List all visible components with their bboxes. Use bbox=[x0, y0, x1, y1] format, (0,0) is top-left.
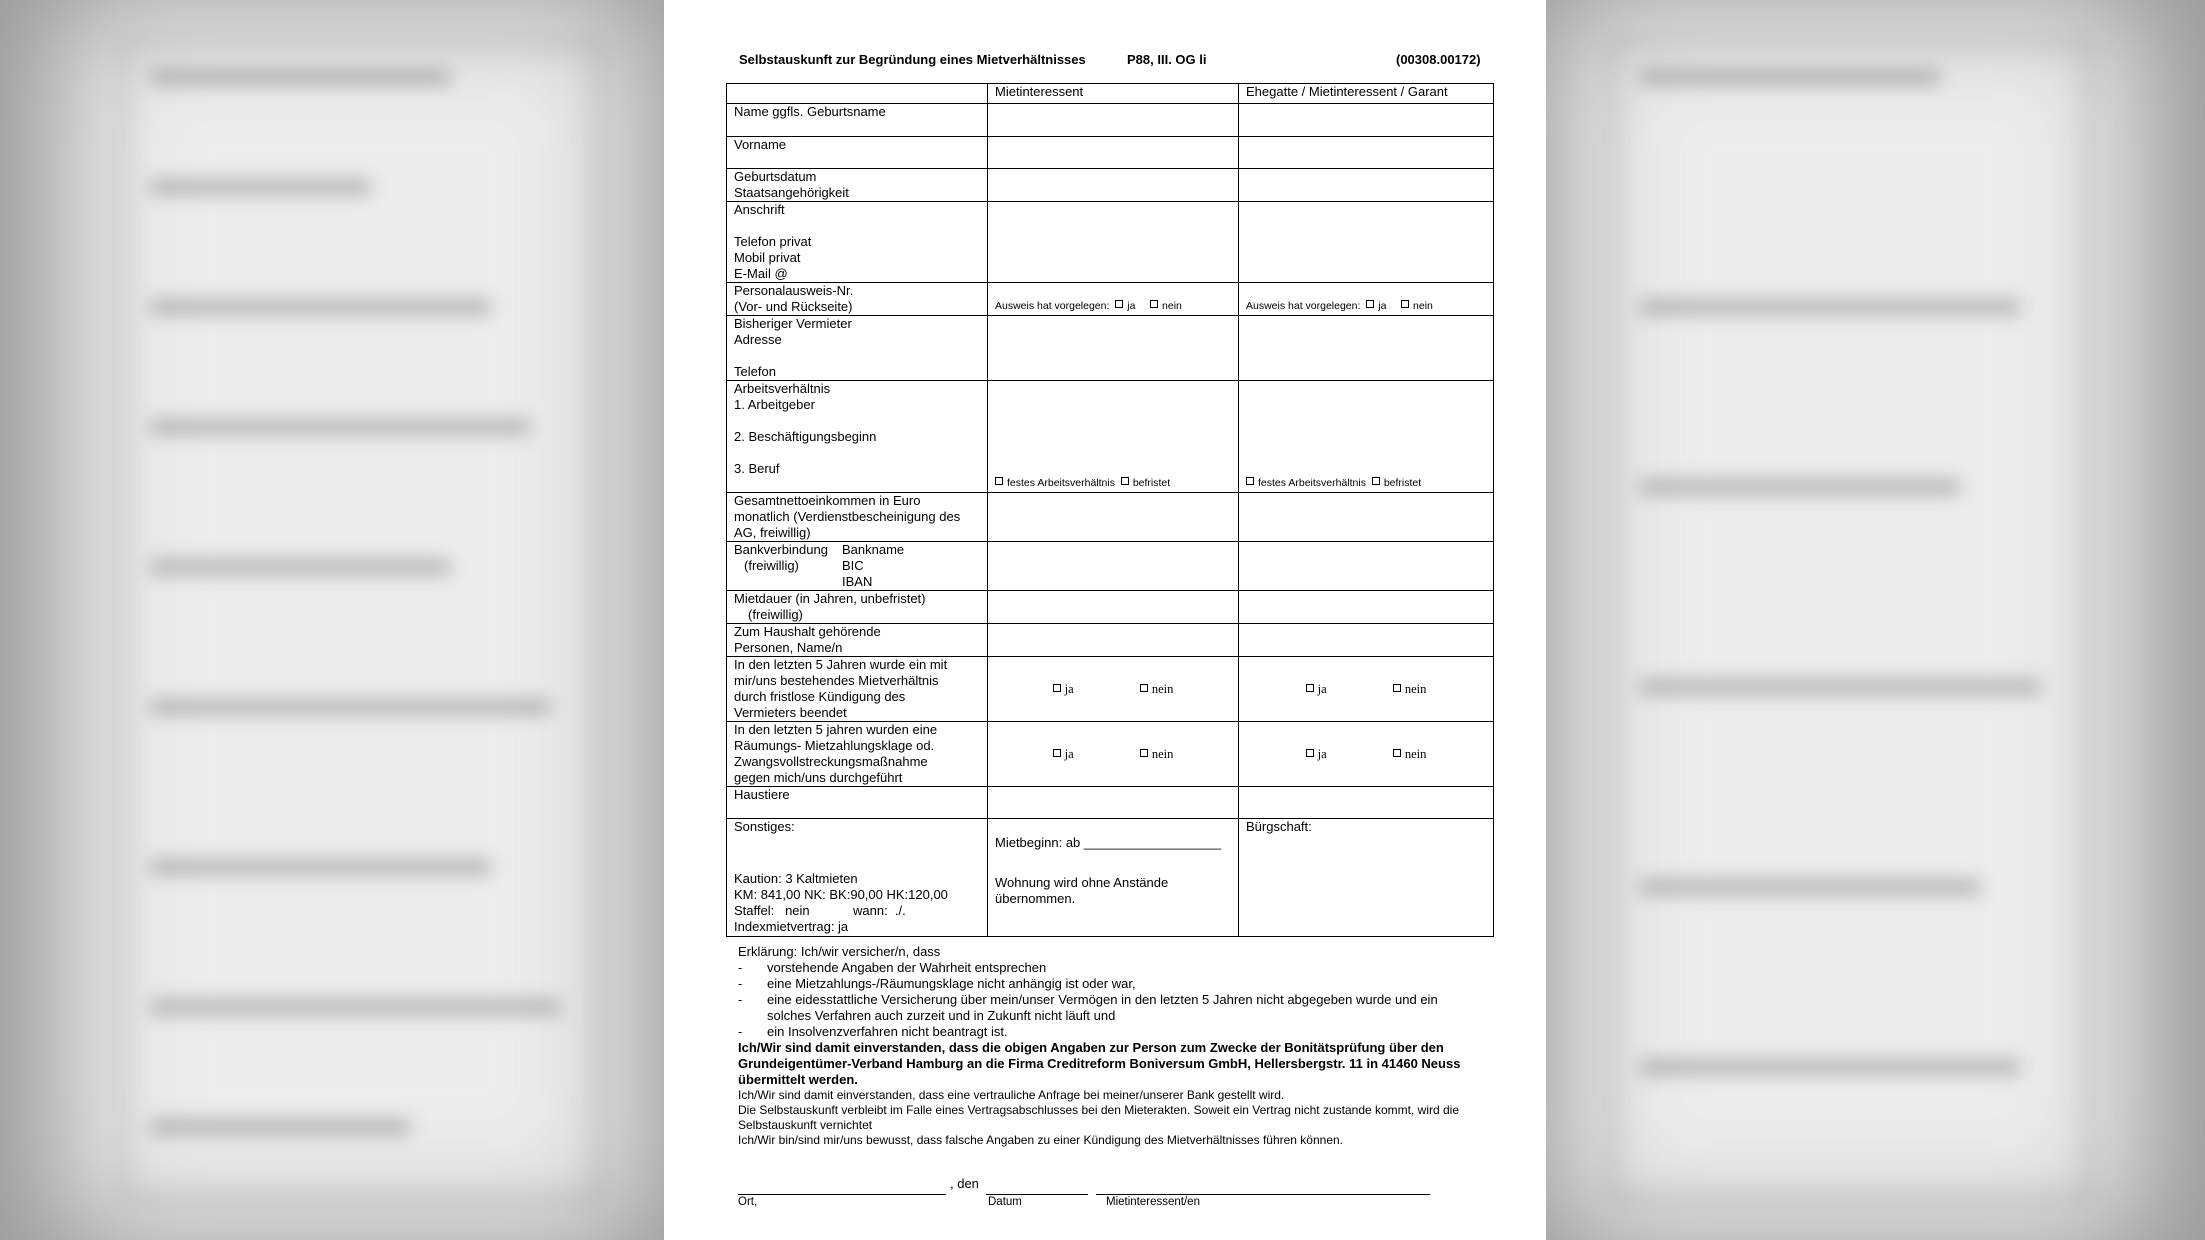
retention-note: Die Selbstauskunft verbleibt im Falle eines Vertragsabschlusses bei den Mieterakten. Soweit ein Vertrag nicht zustande kommt, wird die Selbstauskunft vernichtet bbox=[738, 1103, 1460, 1132]
kuendigung-check-1 bbox=[988, 657, 1239, 722]
label-line: Mobil privat bbox=[734, 250, 801, 265]
label-line: (freiwillig) bbox=[744, 558, 799, 573]
ausweis-label: Ausweis hat vorgelegen: bbox=[1246, 300, 1361, 312]
label-line: Vermieters beendet bbox=[734, 705, 847, 720]
table-row bbox=[727, 169, 1494, 202]
sonstiges-line: Indexmietvertrag: ja bbox=[734, 919, 849, 934]
label-line: monatlich (Verdienstbescheinigung des bbox=[734, 509, 961, 524]
header-cell-empty bbox=[727, 84, 988, 104]
label-line: Mietdauer (in Jahren, unbefristet) bbox=[734, 591, 926, 606]
ausweis-label: Ausweis hat vorgelegen: bbox=[995, 300, 1110, 312]
row-label-kuendigung bbox=[727, 657, 988, 722]
consent-bank: Ich/Wir sind damit einverstanden, dass eine vertrauliche Anfrage bei meiner/unserer Bank gestellt wird. bbox=[738, 1088, 1285, 1102]
label-line: Gesamtnettoeinkommen in Euro bbox=[734, 493, 921, 508]
form-number: (00308.00172) bbox=[1396, 52, 1481, 67]
label-line: Räumungs- Mietzahlungsklage od. bbox=[734, 738, 935, 753]
label-line: (freiwillig) bbox=[748, 607, 803, 622]
declaration bbox=[738, 944, 1478, 1148]
label-line: mir/uns bestehendes Mietverhältnis bbox=[734, 673, 939, 688]
label-line: Anschrift bbox=[734, 202, 785, 217]
option-befristet: befristet bbox=[1383, 477, 1422, 489]
label-line: durch fristlose Kündigung des bbox=[734, 689, 906, 704]
option-nein: nein bbox=[1162, 300, 1182, 312]
checkbox-ja[interactable] bbox=[1053, 749, 1061, 757]
row-label-name: Name ggfls. Geburtsname bbox=[727, 104, 988, 137]
option-nein: nein bbox=[1404, 682, 1427, 696]
checkbox-fest[interactable] bbox=[1246, 477, 1254, 485]
sonstiges-line: Kaution: 3 Kaltmieten bbox=[734, 871, 858, 886]
checkbox-ja[interactable] bbox=[1306, 684, 1314, 692]
label-bankname: Bankname bbox=[842, 542, 905, 557]
table-row bbox=[727, 316, 1494, 381]
checkbox-befristet[interactable] bbox=[1372, 477, 1380, 485]
wohnung-line: Wohnung wird ohne Anstände bbox=[995, 875, 1169, 890]
label-line: In den letzten 5 Jahren wurde ein mit bbox=[734, 657, 948, 672]
label-line: gegen mich/uns durchgeführt bbox=[734, 770, 903, 785]
label-line: Telefon bbox=[734, 364, 776, 379]
option-fest: festes Arbeitsverhältnis bbox=[1007, 477, 1115, 489]
input-einkommen-1[interactable] bbox=[988, 493, 1239, 542]
ausweis-check-1 bbox=[988, 283, 1239, 316]
object-ref: P88, III. OG li bbox=[1127, 52, 1207, 67]
label-line: Geburtsdatum bbox=[734, 169, 817, 184]
label-line: Adresse bbox=[734, 332, 782, 347]
checkbox-nein[interactable] bbox=[1393, 684, 1401, 692]
label-line: Personalausweis-Nr. bbox=[734, 283, 854, 298]
label-line: Arbeitsverhältnis bbox=[734, 381, 831, 396]
form-title: Selbstauskunft zur Begründung eines Mietverhältnisses bbox=[739, 52, 1086, 67]
false-info-note: Ich/Wir bin/sind mir/uns bewusst, dass falsche Angaben zu einer Kündigung des Mietverhältnisses führen können. bbox=[738, 1133, 1344, 1147]
table-row bbox=[727, 819, 1494, 937]
label-line: Telefon privat bbox=[734, 234, 812, 249]
row-label-raeumung bbox=[727, 722, 988, 787]
ort-line[interactable] bbox=[738, 1194, 946, 1195]
checkbox-ja[interactable] bbox=[1306, 749, 1314, 757]
option-ja: ja bbox=[1317, 747, 1327, 761]
table-row bbox=[727, 104, 1494, 137]
option-nein: nein bbox=[1404, 747, 1427, 761]
label-line: 3. Beruf bbox=[734, 461, 780, 476]
mieter-label: Mietinteressent/en bbox=[1106, 1196, 1200, 1208]
raeumung-check-2 bbox=[1239, 722, 1494, 787]
label-line: In den letzten 5 jahren wurden eine bbox=[734, 722, 938, 737]
column-header-mietinteressent: Mietinteressent bbox=[988, 84, 1239, 104]
table-header-row bbox=[727, 84, 1494, 104]
checkbox-nein[interactable] bbox=[1140, 684, 1148, 692]
option-ja: ja bbox=[1064, 747, 1074, 761]
label-line: AG, freiwillig) bbox=[734, 525, 811, 540]
checkbox-ja[interactable] bbox=[1115, 300, 1123, 308]
ort-label: Ort, bbox=[738, 1196, 758, 1208]
mietbeginn-cell bbox=[988, 819, 1239, 937]
table-row bbox=[727, 493, 1494, 542]
row-label-ausweis bbox=[727, 283, 988, 316]
input-haushalt-1[interactable] bbox=[988, 624, 1239, 657]
option-ja: ja bbox=[1317, 682, 1327, 696]
option-fest: festes Arbeitsverhältnis bbox=[1258, 477, 1366, 489]
option-nein: nein bbox=[1151, 682, 1174, 696]
option-nein: nein bbox=[1151, 747, 1174, 761]
list-item: - eine Mietzahlungs-/Räumungsklage nicht anhängig ist oder war, bbox=[738, 976, 1136, 991]
sonstiges-line: Staffel: nein wann: ./. bbox=[734, 903, 906, 918]
table-row bbox=[727, 787, 1494, 819]
input-vorname-2[interactable] bbox=[1239, 137, 1494, 169]
row-label-geburtsdatum bbox=[727, 169, 988, 202]
form-table bbox=[726, 83, 1494, 937]
checkbox-nein[interactable] bbox=[1140, 749, 1148, 757]
label-line: 1. Arbeitgeber bbox=[734, 397, 815, 412]
ausweis-check-2 bbox=[1239, 283, 1494, 316]
mietbeginn-field[interactable]: Mietbeginn: ab ___________________ bbox=[995, 835, 1222, 850]
option-ja: ja bbox=[1378, 300, 1387, 312]
sonstiges-cell bbox=[727, 819, 988, 937]
form-page bbox=[664, 0, 1546, 1240]
kuendigung-check-2 bbox=[1239, 657, 1494, 722]
table-row bbox=[727, 542, 1494, 591]
input-bank-1[interactable] bbox=[988, 542, 1239, 591]
sonstiges-label: Sonstiges: bbox=[734, 819, 795, 834]
arbeit-check-1 bbox=[988, 381, 1239, 493]
row-label-mietdauer bbox=[727, 591, 988, 624]
label-line: (Vor- und Rückseite) bbox=[734, 299, 853, 314]
checkbox-befristet[interactable] bbox=[1121, 477, 1129, 485]
arbeit-check-2 bbox=[1239, 381, 1494, 493]
input-haustiere-1[interactable] bbox=[988, 787, 1239, 819]
label-line: Bankverbindung bbox=[734, 542, 828, 557]
input-vermieter-1[interactable] bbox=[988, 316, 1239, 381]
table-row bbox=[727, 202, 1494, 283]
input-anschrift-1[interactable] bbox=[988, 202, 1239, 283]
row-label-arbeit bbox=[727, 381, 988, 493]
list-item: - ein Insolvenzverfahren nicht beantragt ist. bbox=[738, 1024, 1008, 1039]
table-row bbox=[727, 283, 1494, 316]
checkbox-nein[interactable] bbox=[1393, 749, 1401, 757]
input-haustiere-2[interactable] bbox=[1239, 787, 1494, 819]
wohnung-line: übernommen. bbox=[995, 891, 1076, 906]
option-nein: nein bbox=[1413, 300, 1433, 312]
label-line: E-Mail @ bbox=[734, 266, 788, 281]
list-item: - vorstehende Angaben der Wahrheit entsprechen bbox=[738, 960, 1047, 975]
label-line: Staatsangehörigkeit bbox=[734, 185, 849, 200]
signature-line[interactable] bbox=[1096, 1194, 1430, 1195]
row-label-vermieter bbox=[727, 316, 988, 381]
option-befristet: befristet bbox=[1132, 477, 1171, 489]
label-iban: IBAN bbox=[842, 574, 873, 589]
input-name-2[interactable] bbox=[1239, 104, 1494, 137]
raeumung-check-1 bbox=[988, 722, 1239, 787]
column-header-ehegatte: Ehegatte / Mietinteressent / Garant bbox=[1239, 84, 1494, 104]
input-name-1[interactable] bbox=[988, 104, 1239, 137]
input-einkommen-2[interactable] bbox=[1239, 493, 1494, 542]
option-ja: ja bbox=[1127, 300, 1136, 312]
option-ja: ja bbox=[1064, 682, 1074, 696]
datum-label: Datum bbox=[988, 1196, 1022, 1208]
list-item: - eine eidesstattliche Versicherung über mein/unser Vermögen in den letzten 5 Jahren nicht abgegeben wurde und ein solches Verfahren auch zurzeit und in Zukunft nicht läuft und bbox=[738, 992, 1438, 1023]
table-row bbox=[727, 624, 1494, 657]
checkbox-ja[interactable] bbox=[1366, 300, 1374, 308]
input-vermieter-2[interactable] bbox=[1239, 316, 1494, 381]
table-row bbox=[727, 722, 1494, 787]
label-line: 2. Beschäftigungsbeginn bbox=[734, 429, 877, 444]
row-label-haustiere: Haustiere bbox=[727, 787, 988, 819]
checkbox-ja[interactable] bbox=[1053, 684, 1061, 692]
label-bic: BIC bbox=[842, 558, 864, 573]
input-vorname-1[interactable] bbox=[988, 137, 1239, 169]
table-row bbox=[727, 657, 1494, 722]
consent-bold: Ich/Wir sind damit einverstanden, dass die obigen Angaben zur Person zum Zwecke der Bonitätsprüfung über den Grundeigentümer-Verband Hamburg an die Firma Creditreform Boniversum GmbH, Hellersbergstr. 11 in 41460 Neuss übermittelt werden. bbox=[738, 1040, 1461, 1087]
input-geburtsdatum-2[interactable] bbox=[1239, 169, 1494, 202]
label-line: Zum Haushalt gehörende bbox=[734, 624, 881, 639]
buergschaft-cell[interactable] bbox=[1239, 819, 1494, 937]
input-mietdauer-1[interactable] bbox=[988, 591, 1239, 624]
row-label-vorname: Vorname bbox=[727, 137, 988, 169]
input-bank-2[interactable] bbox=[1239, 542, 1494, 591]
row-label-anschrift bbox=[727, 202, 988, 283]
input-mietdauer-2[interactable] bbox=[1239, 591, 1494, 624]
checkbox-nein[interactable] bbox=[1401, 300, 1409, 308]
den-text: , den bbox=[950, 1176, 979, 1191]
datum-line[interactable] bbox=[986, 1194, 1088, 1195]
input-haushalt-2[interactable] bbox=[1239, 624, 1494, 657]
label-line: Zwangsvollstreckungsmaßnahme bbox=[734, 754, 928, 769]
label-line: Bisheriger Vermieter bbox=[734, 316, 852, 331]
row-label-bank bbox=[727, 542, 988, 591]
input-anschrift-2[interactable] bbox=[1239, 202, 1494, 283]
declaration-intro: Erklärung: Ich/wir versicher/n, dass bbox=[738, 944, 941, 959]
checkbox-nein[interactable] bbox=[1150, 300, 1158, 308]
row-label-haushalt bbox=[727, 624, 988, 657]
table-row bbox=[727, 591, 1494, 624]
table-row bbox=[727, 137, 1494, 169]
input-geburtsdatum-1[interactable] bbox=[988, 169, 1239, 202]
buergschaft-label: Bürgschaft: bbox=[1246, 819, 1312, 834]
checkbox-fest[interactable] bbox=[995, 477, 1003, 485]
label-line: Personen, Name/n bbox=[734, 640, 843, 655]
table-row bbox=[727, 381, 1494, 493]
row-label-einkommen bbox=[727, 493, 988, 542]
sonstiges-line: KM: 841,00 NK: BK:90,00 HK:120,00 bbox=[734, 887, 948, 902]
